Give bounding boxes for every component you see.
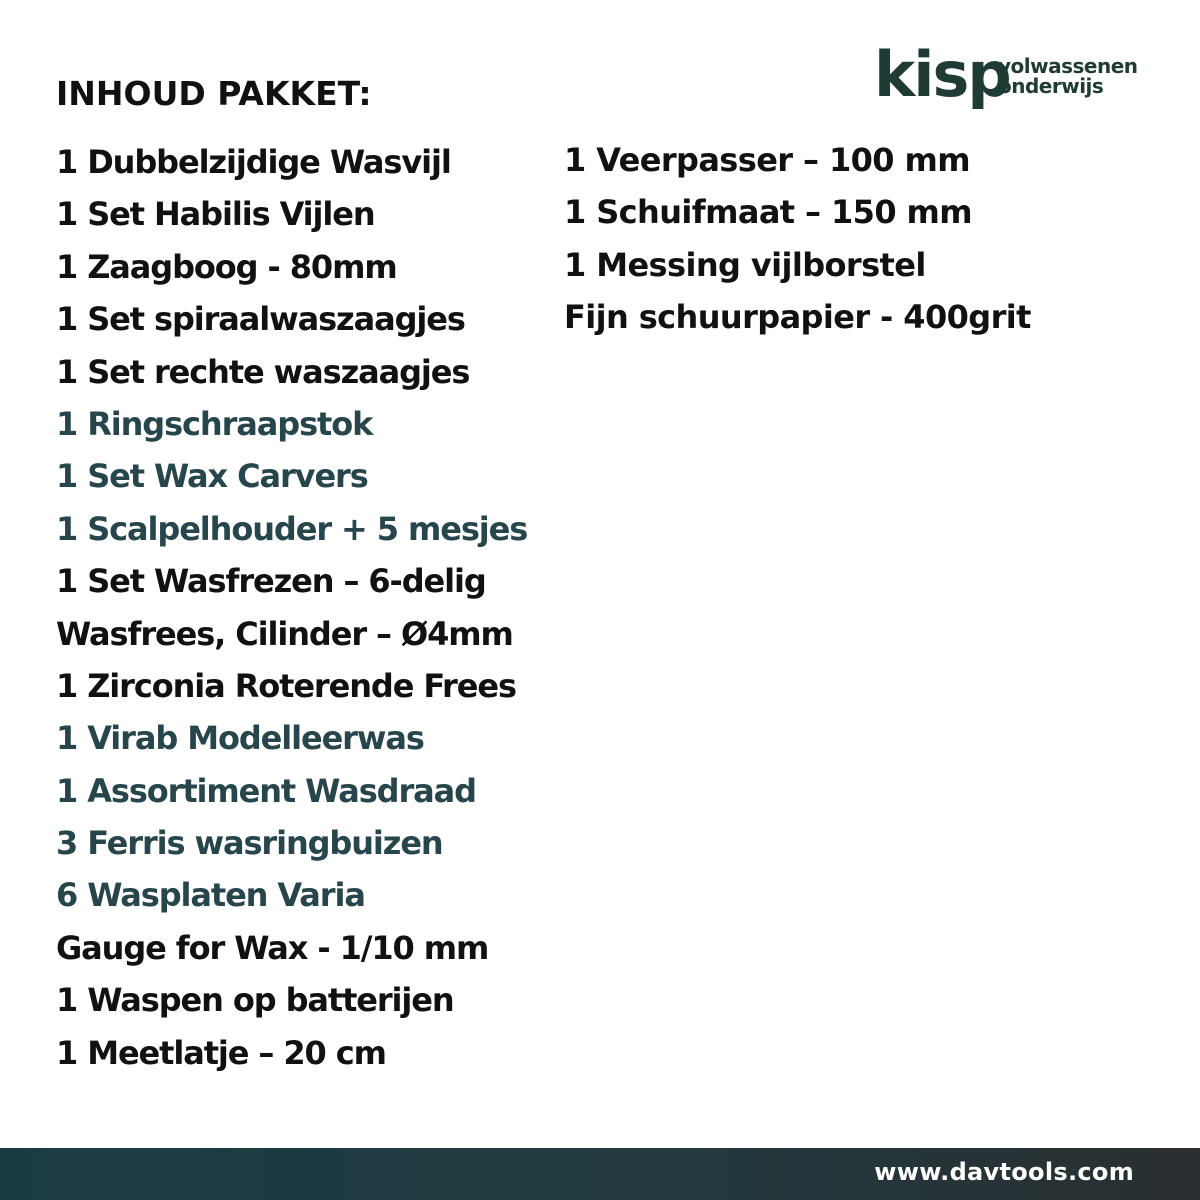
package-item: 1 Virab Modelleerwas <box>56 719 424 758</box>
package-item: 3 Ferris wasringbuizen <box>56 824 443 863</box>
footer-bar <box>0 1148 1200 1200</box>
package-item: Gauge for Wax - 1/10 mm <box>56 928 489 967</box>
package-item: 1 Schuifmaat – 150 mm <box>564 193 973 232</box>
package-item: 1 Set Wax Carvers <box>56 457 368 496</box>
package-item: 1 Scalpelhouder + 5 mesjes <box>56 509 528 548</box>
package-item: 1 Waspen op batterijen <box>56 981 454 1020</box>
package-item: 1 Set spiraalwaszaagjes <box>56 300 465 339</box>
package-item: 6 Wasplaten Varia <box>56 876 365 915</box>
footer-website-link[interactable]: www.davtools.com <box>874 1158 1134 1186</box>
package-item: 1 Ringschraapstok <box>56 404 373 443</box>
package-item: 1 Messing vijlborstel <box>564 245 926 284</box>
package-item: Wasfrees, Cilinder – Ø4mm <box>56 614 513 653</box>
logo-subtitle-line-2: onderwijs <box>998 74 1104 98</box>
package-item: 1 Set Wasfrezen – 6-delig <box>56 562 486 601</box>
page-title: INHOUD PAKKET: <box>56 74 372 113</box>
logo-subtitle-line-1: volwassenen <box>998 54 1138 78</box>
package-item: 1 Meetlatje – 20 cm <box>56 1033 386 1072</box>
package-item: 1 Zirconia Roterende Frees <box>56 666 516 705</box>
package-item: 1 Assortiment Wasdraad <box>56 771 476 810</box>
package-item: 1 Dubbelzijdige Wasvijl <box>56 143 451 181</box>
logo-wordmark: kisp <box>874 38 1010 111</box>
logo-subtitle <box>998 56 1138 96</box>
package-item: 1 Set rechte waszaagjes <box>56 352 470 391</box>
package-item: 1 Set Habilis Vijlen <box>56 195 375 234</box>
package-contents-right-column <box>564 134 1164 344</box>
package-item: 1 Veerpasser – 100 mm <box>564 141 970 179</box>
package-contents-left-column <box>56 136 616 1079</box>
kisp-logo <box>874 38 1138 120</box>
package-item: Fijn schuurpapier - 400grit <box>564 298 1031 337</box>
package-item: 1 Zaagboog - 80mm <box>56 247 397 286</box>
